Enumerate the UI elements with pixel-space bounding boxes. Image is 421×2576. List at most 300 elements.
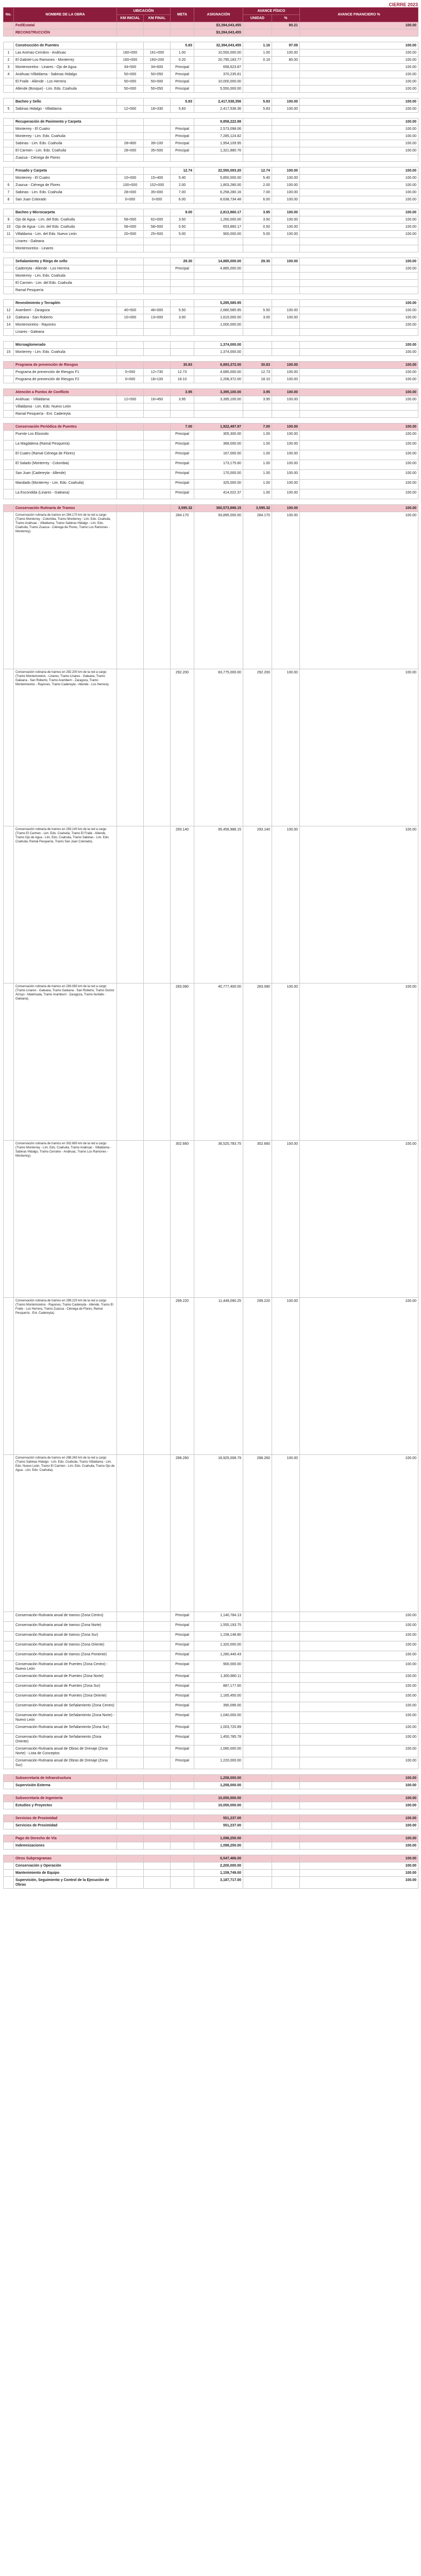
row-unidad: [243, 245, 272, 252]
table-row: [4, 287, 418, 294]
row-km-inicial: [117, 1712, 144, 1724]
row-km-final: 35+000: [144, 189, 171, 196]
row-meta: Principal: [171, 440, 194, 450]
row-asignacion: 2,200,000.00: [194, 1862, 243, 1870]
row-nombre: Conservación Rutinaria anual de Puentes (Zona Oriente): [14, 1692, 117, 1702]
row-no: 5: [4, 106, 14, 113]
row-km-final: [144, 265, 171, 273]
row-pct: 100.00: [272, 480, 300, 489]
row-asignacion: 1,159,749.00: [194, 1870, 243, 1877]
row-km-final: 25+500: [144, 231, 171, 238]
spacer-cell: [4, 162, 418, 167]
row-pct: 100.00: [272, 431, 300, 440]
table-row: [4, 369, 418, 376]
table-row: [4, 321, 418, 329]
row-nombre: Sabinas - Lim. Edo. Coahuila: [14, 140, 117, 147]
row-pct: [272, 349, 300, 356]
table-row: [4, 49, 418, 57]
table-row: [4, 349, 418, 356]
row-km-inicial: 40+500: [117, 307, 144, 314]
table-row: [4, 826, 418, 984]
row-km-inicial: [117, 300, 144, 307]
row-meta: 12.74: [171, 167, 194, 175]
row-asignacion: 2,417,538.36: [194, 106, 243, 113]
row-avance-financiero: 100.00: [300, 71, 418, 78]
group-row: [4, 42, 418, 49]
row-km-final: [144, 1877, 171, 1889]
obras-table: [3, 7, 418, 1889]
row-unidad: [243, 1815, 272, 1822]
row-pct: [272, 1612, 300, 1622]
spacer-row: [4, 1809, 418, 1815]
section-row: [4, 389, 418, 396]
row-km-final: [144, 1141, 171, 1298]
row-avance-financiero: 100.00: [300, 1757, 418, 1769]
row-meta: [171, 1862, 194, 1870]
row-meta: [171, 1802, 194, 1809]
row-label: Conservación Periódica de Puentes: [14, 423, 117, 431]
row-no: [4, 403, 14, 411]
row-unidad: [243, 1651, 272, 1661]
row-no: [4, 396, 14, 403]
row-pct: 100.00: [272, 460, 300, 470]
row-no: [4, 1622, 14, 1632]
row-nombre: Conservación Rutinaria anual de tramos (Zona Sur): [14, 1632, 117, 1641]
row-no: [4, 1822, 14, 1829]
row-avance-financiero: 100.00: [300, 167, 418, 175]
row-nombre: Conservación Rutinaria anual de tramos (Zona Centro): [14, 1612, 117, 1622]
row-avance-financiero: 100.00: [300, 1734, 418, 1745]
row-avance-financiero: [300, 155, 418, 162]
row-km-final: 35+500: [144, 147, 171, 155]
row-meta: Principal: [171, 1661, 194, 1673]
spacer-row: [4, 93, 418, 98]
row-km-inicial: [117, 1673, 144, 1683]
row-avance-financiero: 100.00: [300, 78, 418, 86]
row-meta: [171, 342, 194, 349]
row-unidad: [243, 1842, 272, 1850]
row-asignacion: 1,555,193.75: [194, 1622, 243, 1632]
row-avance-financiero: 100.00: [300, 1745, 418, 1757]
row-km-final: [144, 22, 171, 29]
row-meta: [171, 287, 194, 294]
row-avance-financiero: 100.00: [300, 1775, 418, 1782]
row-meta: Principal: [171, 1632, 194, 1641]
table-row: [4, 431, 418, 440]
row-km-final: [144, 1724, 171, 1734]
row-no: [4, 440, 14, 450]
row-meta: Principal: [171, 1712, 194, 1724]
row-label: Bacheo y Sello: [14, 98, 117, 106]
row-km-final: 18+330: [144, 106, 171, 113]
row-label: Revestimiento y Terraplén: [14, 300, 117, 307]
group-row: [4, 1782, 418, 1789]
row-avance-financiero: 100.00: [300, 49, 418, 57]
row-avance-financiero: 100.00: [300, 182, 418, 189]
row-no: [4, 1651, 14, 1661]
row-nombre: Conservación Rutinaria anual de Señalamiento (Zona Norte) - Nuevo León: [14, 1712, 117, 1724]
row-avance-financiero: 100.00: [300, 1822, 418, 1829]
row-km-final: [144, 245, 171, 252]
row-meta: Principal: [171, 489, 194, 499]
row-asignacion: 5,850,000.00: [194, 175, 243, 182]
row-avance-financiero: 100.00: [300, 1855, 418, 1862]
row-asignacion: 10,000,000.00: [194, 78, 243, 86]
spacer-cell: [4, 1809, 418, 1815]
col-ubicacion: UBICACIÓN: [117, 8, 171, 15]
row-unidad: [243, 1622, 272, 1632]
row-avance-financiero: [300, 29, 418, 37]
table-row: [4, 189, 418, 196]
row-asignacion: 1,040,000.00: [194, 1712, 243, 1724]
table-row: [4, 411, 418, 418]
row-unidad: 302.660: [243, 1141, 272, 1298]
row-asignacion: 10,550,000.00: [194, 49, 243, 57]
row-unidad: 1.00: [243, 450, 272, 460]
row-km-final: [144, 167, 171, 175]
row-pct: 100.00: [272, 423, 300, 431]
table-row: [4, 231, 418, 238]
row-avance-financiero: 100.00: [300, 1612, 418, 1622]
row-asignacion: 1,158,148.80: [194, 1632, 243, 1641]
row-pct: 100.00: [272, 440, 300, 450]
row-km-final: [144, 133, 171, 140]
row-km-inicial: [117, 1612, 144, 1622]
row-km-final: [144, 209, 171, 216]
row-avance-financiero: [300, 411, 418, 418]
row-nombre: Monterrey - El Cuatro: [14, 126, 117, 133]
group-row: [4, 258, 418, 265]
row-no: [4, 460, 14, 470]
row-nombre: Montemorelos - Linares: [14, 245, 117, 252]
row-pct: [272, 1702, 300, 1712]
row-meta: [171, 155, 194, 162]
row-avance-financiero: [300, 238, 418, 245]
row-no: [4, 1298, 14, 1455]
row-label: Conservación Rutinaria de Tramos: [14, 505, 117, 512]
row-km-final: [144, 431, 171, 440]
row-asignacion: 1,803,280.00: [194, 182, 243, 189]
row-asignacion: 4,885,000.00: [194, 265, 243, 273]
row-km-inicial: 160+000: [117, 49, 144, 57]
row-asignacion: 1,220,000.00: [194, 1757, 243, 1769]
row-no: 8: [4, 196, 14, 204]
row-nombre: Monterrey - El Cuatro: [14, 175, 117, 182]
row-no: [4, 1757, 14, 1769]
row-pct: [272, 1842, 300, 1850]
row-no: 14: [4, 321, 14, 329]
row-unidad: [243, 300, 272, 307]
row-avance-financiero: 100.00: [300, 1795, 418, 1802]
row-pct: [272, 1632, 300, 1641]
table-row: [4, 140, 418, 147]
row-unidad: [243, 321, 272, 329]
row-km-inicial: [117, 403, 144, 411]
row-km-inicial: [117, 480, 144, 489]
row-avance-financiero: 100.00: [300, 1141, 418, 1298]
row-pct: 100.00: [272, 362, 300, 369]
row-km-inicial: [117, 512, 144, 669]
row-no: [4, 1870, 14, 1877]
table-row: [4, 175, 418, 182]
row-unidad: 5.40: [243, 175, 272, 182]
row-km-inicial: [117, 389, 144, 396]
row-asignacion: 414,022.37: [194, 489, 243, 499]
row-avance-financiero: 100.00: [300, 984, 418, 1141]
row-nombre: Ojo de Agua - Lim. del Edo. Coahuila: [14, 216, 117, 224]
row-asignacion: $3,394,043,455: [194, 29, 243, 37]
row-meta: [171, 118, 194, 126]
row-km-final: 18+100: [144, 376, 171, 383]
row-avance-financiero: 100.00: [300, 126, 418, 133]
row-unidad: [243, 1702, 272, 1712]
row-meta: 3.00: [171, 314, 194, 321]
row-meta: 18.10: [171, 376, 194, 383]
spacer-row: [4, 294, 418, 300]
row-label: Recuperación de Pavimento y Carpeta: [14, 118, 117, 126]
row-no: [4, 512, 14, 669]
row-km-inicial: [117, 209, 144, 216]
section-row: [4, 423, 418, 431]
row-nombre: Linares - Galeana: [14, 329, 117, 336]
row-no: [4, 1815, 14, 1822]
row-unidad: [243, 86, 272, 93]
row-no: [4, 1802, 14, 1809]
row-km-final: [144, 1815, 171, 1822]
row-asignacion: 325,000.00: [194, 480, 243, 489]
row-asignacion: 2,417,538,356: [194, 98, 243, 106]
row-meta: [171, 1782, 194, 1789]
spacer-row: [4, 113, 418, 118]
row-asignacion: 900,000.00: [194, 231, 243, 238]
row-unidad: 1.00: [243, 431, 272, 440]
row-pct: 100.00: [272, 369, 300, 376]
row-nombre: San Juan Colorado: [14, 196, 117, 204]
row-no: [4, 258, 14, 265]
row-avance-financiero: 100.00: [300, 140, 418, 147]
row-avance-financiero: 100.00: [300, 1661, 418, 1673]
row-pct: 100.00: [272, 189, 300, 196]
row-unidad: [243, 273, 272, 280]
row-unidad: [243, 147, 272, 155]
row-avance-financiero: 100.00: [300, 231, 418, 238]
row-unidad: [243, 1757, 272, 1769]
row-km-inicial: [117, 265, 144, 273]
row-avance-financiero: 100.00: [300, 1877, 418, 1889]
row-nombre: Conservación Rutinaria anual de Señalamiento (Zona Oriente): [14, 1734, 117, 1745]
row-pct: [272, 1815, 300, 1822]
row-km-final: [144, 362, 171, 369]
row-asignacion: 18,925,008.79: [194, 1455, 243, 1612]
row-km-inicial: [117, 1877, 144, 1889]
section-row: [4, 1835, 418, 1842]
table-row: [4, 245, 418, 252]
table-row: [4, 1141, 418, 1298]
row-unidad: 3.00: [243, 314, 272, 321]
row-asignacion: 10,050,000.00: [194, 1802, 243, 1809]
row-pct: 100.00: [272, 376, 300, 383]
row-pct: 100.00: [272, 826, 300, 984]
row-km-final: 50+000: [144, 78, 171, 86]
row-meta: 5.00: [171, 231, 194, 238]
table-row: [4, 280, 418, 287]
row-km-final: [144, 300, 171, 307]
row-unidad: [243, 1673, 272, 1683]
row-km-inicial: [117, 1692, 144, 1702]
row-nombre: Programa de prevención de Riesgos F2: [14, 376, 117, 383]
row-km-inicial: [117, 423, 144, 431]
row-nombre: El Fraile - Allende - Los Herrera: [14, 78, 117, 86]
row-asignacion: 1,922,497.97: [194, 423, 243, 431]
row-km-final: 160+200: [144, 57, 171, 64]
row-pct: [272, 342, 300, 349]
row-no: 7: [4, 189, 14, 196]
table-row: [4, 1622, 418, 1632]
row-meta: 0.20: [171, 57, 194, 64]
table-row: [4, 450, 418, 460]
row-label: Bacheo y Microcarpeta: [14, 209, 117, 216]
row-km-inicial: [117, 431, 144, 440]
row-meta: 3.95: [171, 396, 194, 403]
row-meta: Principal: [171, 480, 194, 489]
row-unidad: [243, 1692, 272, 1702]
table-row: [4, 106, 418, 113]
row-km-final: [144, 1622, 171, 1632]
row-km-inicial: [117, 1870, 144, 1877]
row-meta: Principal: [171, 86, 194, 93]
row-asignacion: 6,258,280.16: [194, 189, 243, 196]
spacer-row: [4, 37, 418, 42]
row-pct: [272, 1782, 300, 1789]
row-nombre: Conservación rutinaria de tramos en 288.260 km de la red a cargo (Tramo Sabinas Hidalgo - Lim. Edo. Coahuila, Tramo Villaldama - Lim. Edo. Nuevo León, Tramo El Carmen - Lim. Edo. Coahuila, Tramo Ojo de Agua - Lim. Edo. Coahuila).: [14, 1455, 117, 1612]
row-meta: 5.83: [171, 98, 194, 106]
row-km-inicial: [117, 118, 144, 126]
row-nombre: Ojo de Agua - Lim. del Edo. Coahuila: [14, 224, 117, 231]
row-pct: [272, 403, 300, 411]
row-km-inicial: [117, 669, 144, 826]
row-no: [4, 1692, 14, 1702]
row-avance-financiero: 100.00: [300, 106, 418, 113]
row-meta: 5.83: [171, 42, 194, 49]
table-row: [4, 1455, 418, 1612]
row-asignacion: 40,777,400.00: [194, 984, 243, 1141]
row-asignacion: [194, 287, 243, 294]
row-km-final: [144, 118, 171, 126]
row-nombre: La Magdalena (Ramal Pesquería): [14, 440, 117, 450]
table-row: [4, 1661, 418, 1673]
row-avance-financiero: 100.00: [300, 64, 418, 71]
row-nombre: Linares - Galeana: [14, 238, 117, 245]
row-unidad: [243, 1862, 272, 1870]
table-row: [4, 403, 418, 411]
row-meta: [171, 1822, 194, 1829]
row-asignacion: 20,795,183.77: [194, 57, 243, 64]
row-km-inicial: 50+000: [117, 71, 144, 78]
row-km-inicial: [117, 1782, 144, 1789]
row-no: [4, 1862, 14, 1870]
row-avance-financiero: 100.00: [300, 265, 418, 273]
row-meta: Principal: [171, 1702, 194, 1712]
table-row: [4, 1734, 418, 1745]
row-nombre: Sabinas - Lim. Edo. Coahuila: [14, 189, 117, 196]
spacer-cell: [4, 336, 418, 342]
row-asignacion: 551,237.00: [194, 1822, 243, 1829]
row-meta: 29.30: [171, 258, 194, 265]
row-km-inicial: [117, 460, 144, 470]
row-avance-financiero: [300, 329, 418, 336]
row-unidad: 5.83: [243, 98, 272, 106]
row-avance-financiero: 100.00: [300, 431, 418, 440]
row-km-final: [144, 669, 171, 826]
row-avance-financiero: 100.00: [300, 826, 418, 984]
row-asignacion: 1,258,000.00: [194, 1775, 243, 1782]
row-meta: Principal: [171, 460, 194, 470]
row-asignacion: 173,175.60: [194, 460, 243, 470]
row-unidad: [243, 411, 272, 418]
col-km-final: KM FINAL: [144, 15, 171, 22]
row-nombre: Conservación Rutinaria anual de tramos (Zona Norte): [14, 1622, 117, 1632]
row-km-inicial: [117, 273, 144, 280]
row-nombre: Conservación rutinaria de tramos en 283.080 km de la red a cargo (Tramo Linares - Galeana, Tramo Galeana - San Roberto, Tramo Doctor Arroyo - Matehuala, Tramo Aramberri - Zaragoza, Tramo Iturbide - Galeana).: [14, 984, 117, 1141]
row-label: Atención a Puntos de Conflicto: [14, 389, 117, 396]
row-km-inicial: [117, 1641, 144, 1651]
row-pct: 100.00: [272, 669, 300, 826]
row-unidad: [243, 126, 272, 133]
row-avance-financiero: 100.00: [300, 669, 418, 826]
row-km-inicial: 58+000: [117, 224, 144, 231]
row-km-final: [144, 1612, 171, 1622]
row-unidad: 1.00: [243, 440, 272, 450]
row-unidad: [243, 71, 272, 78]
row-asignacion: 14,885,000.00: [194, 258, 243, 265]
row-avance-financiero: 100.00: [300, 505, 418, 512]
col-pct: %: [272, 15, 300, 22]
row-nombre: Conservación rutinaria de tramos en 302.660 km de la red a cargo (Tramo Monterrey - Lim. Edo. Coahuila, Tramo Anáhuac - Villaldama - Sabinas Hidalgo, Tramo Cerralvo - Anáhuac, Tramo Los Ramones - Monterrey).: [14, 1141, 117, 1298]
row-asignacion: 1,300,880.11: [194, 1673, 243, 1683]
row-km-inicial: 10+000: [117, 175, 144, 182]
col-unidad: UNIDAD: [243, 15, 272, 22]
row-km-final: [144, 349, 171, 356]
row-meta: [171, 1842, 194, 1850]
row-no: [4, 1775, 14, 1782]
row-pct: [272, 1877, 300, 1889]
row-unidad: [243, 1795, 272, 1802]
row-pct: [272, 1661, 300, 1673]
row-asignacion: 370,235.81: [194, 71, 243, 78]
row-unidad: [243, 29, 272, 37]
row-pct: 80.21: [272, 22, 300, 29]
row-no: 13: [4, 314, 14, 321]
row-unidad: [243, 238, 272, 245]
table-row: [4, 78, 418, 86]
row-asignacion: 83,775,000.00: [194, 669, 243, 826]
row-asignacion: 1,140,784.13: [194, 1612, 243, 1622]
row-nombre: Conservación Rutinaria anual de Puentes (Zona Sur): [14, 1683, 117, 1692]
row-km-final: [144, 126, 171, 133]
row-km-inicial: [117, 22, 144, 29]
row-unidad: [243, 329, 272, 336]
row-meta: Principal: [171, 265, 194, 273]
row-km-inicial: [117, 984, 144, 1141]
row-avance-financiero: 100.00: [300, 22, 418, 29]
row-unidad: 1.00: [243, 460, 272, 470]
row-nombre: Conservación Rutinaria anual de Señalamiento (Zona Centro): [14, 1702, 117, 1712]
row-km-inicial: 20+500: [117, 231, 144, 238]
row-asignacion: 1,321,880.76: [194, 147, 243, 155]
spacer-row: [4, 418, 418, 423]
row-unidad: [243, 155, 272, 162]
row-meta: 293.140: [171, 826, 194, 984]
